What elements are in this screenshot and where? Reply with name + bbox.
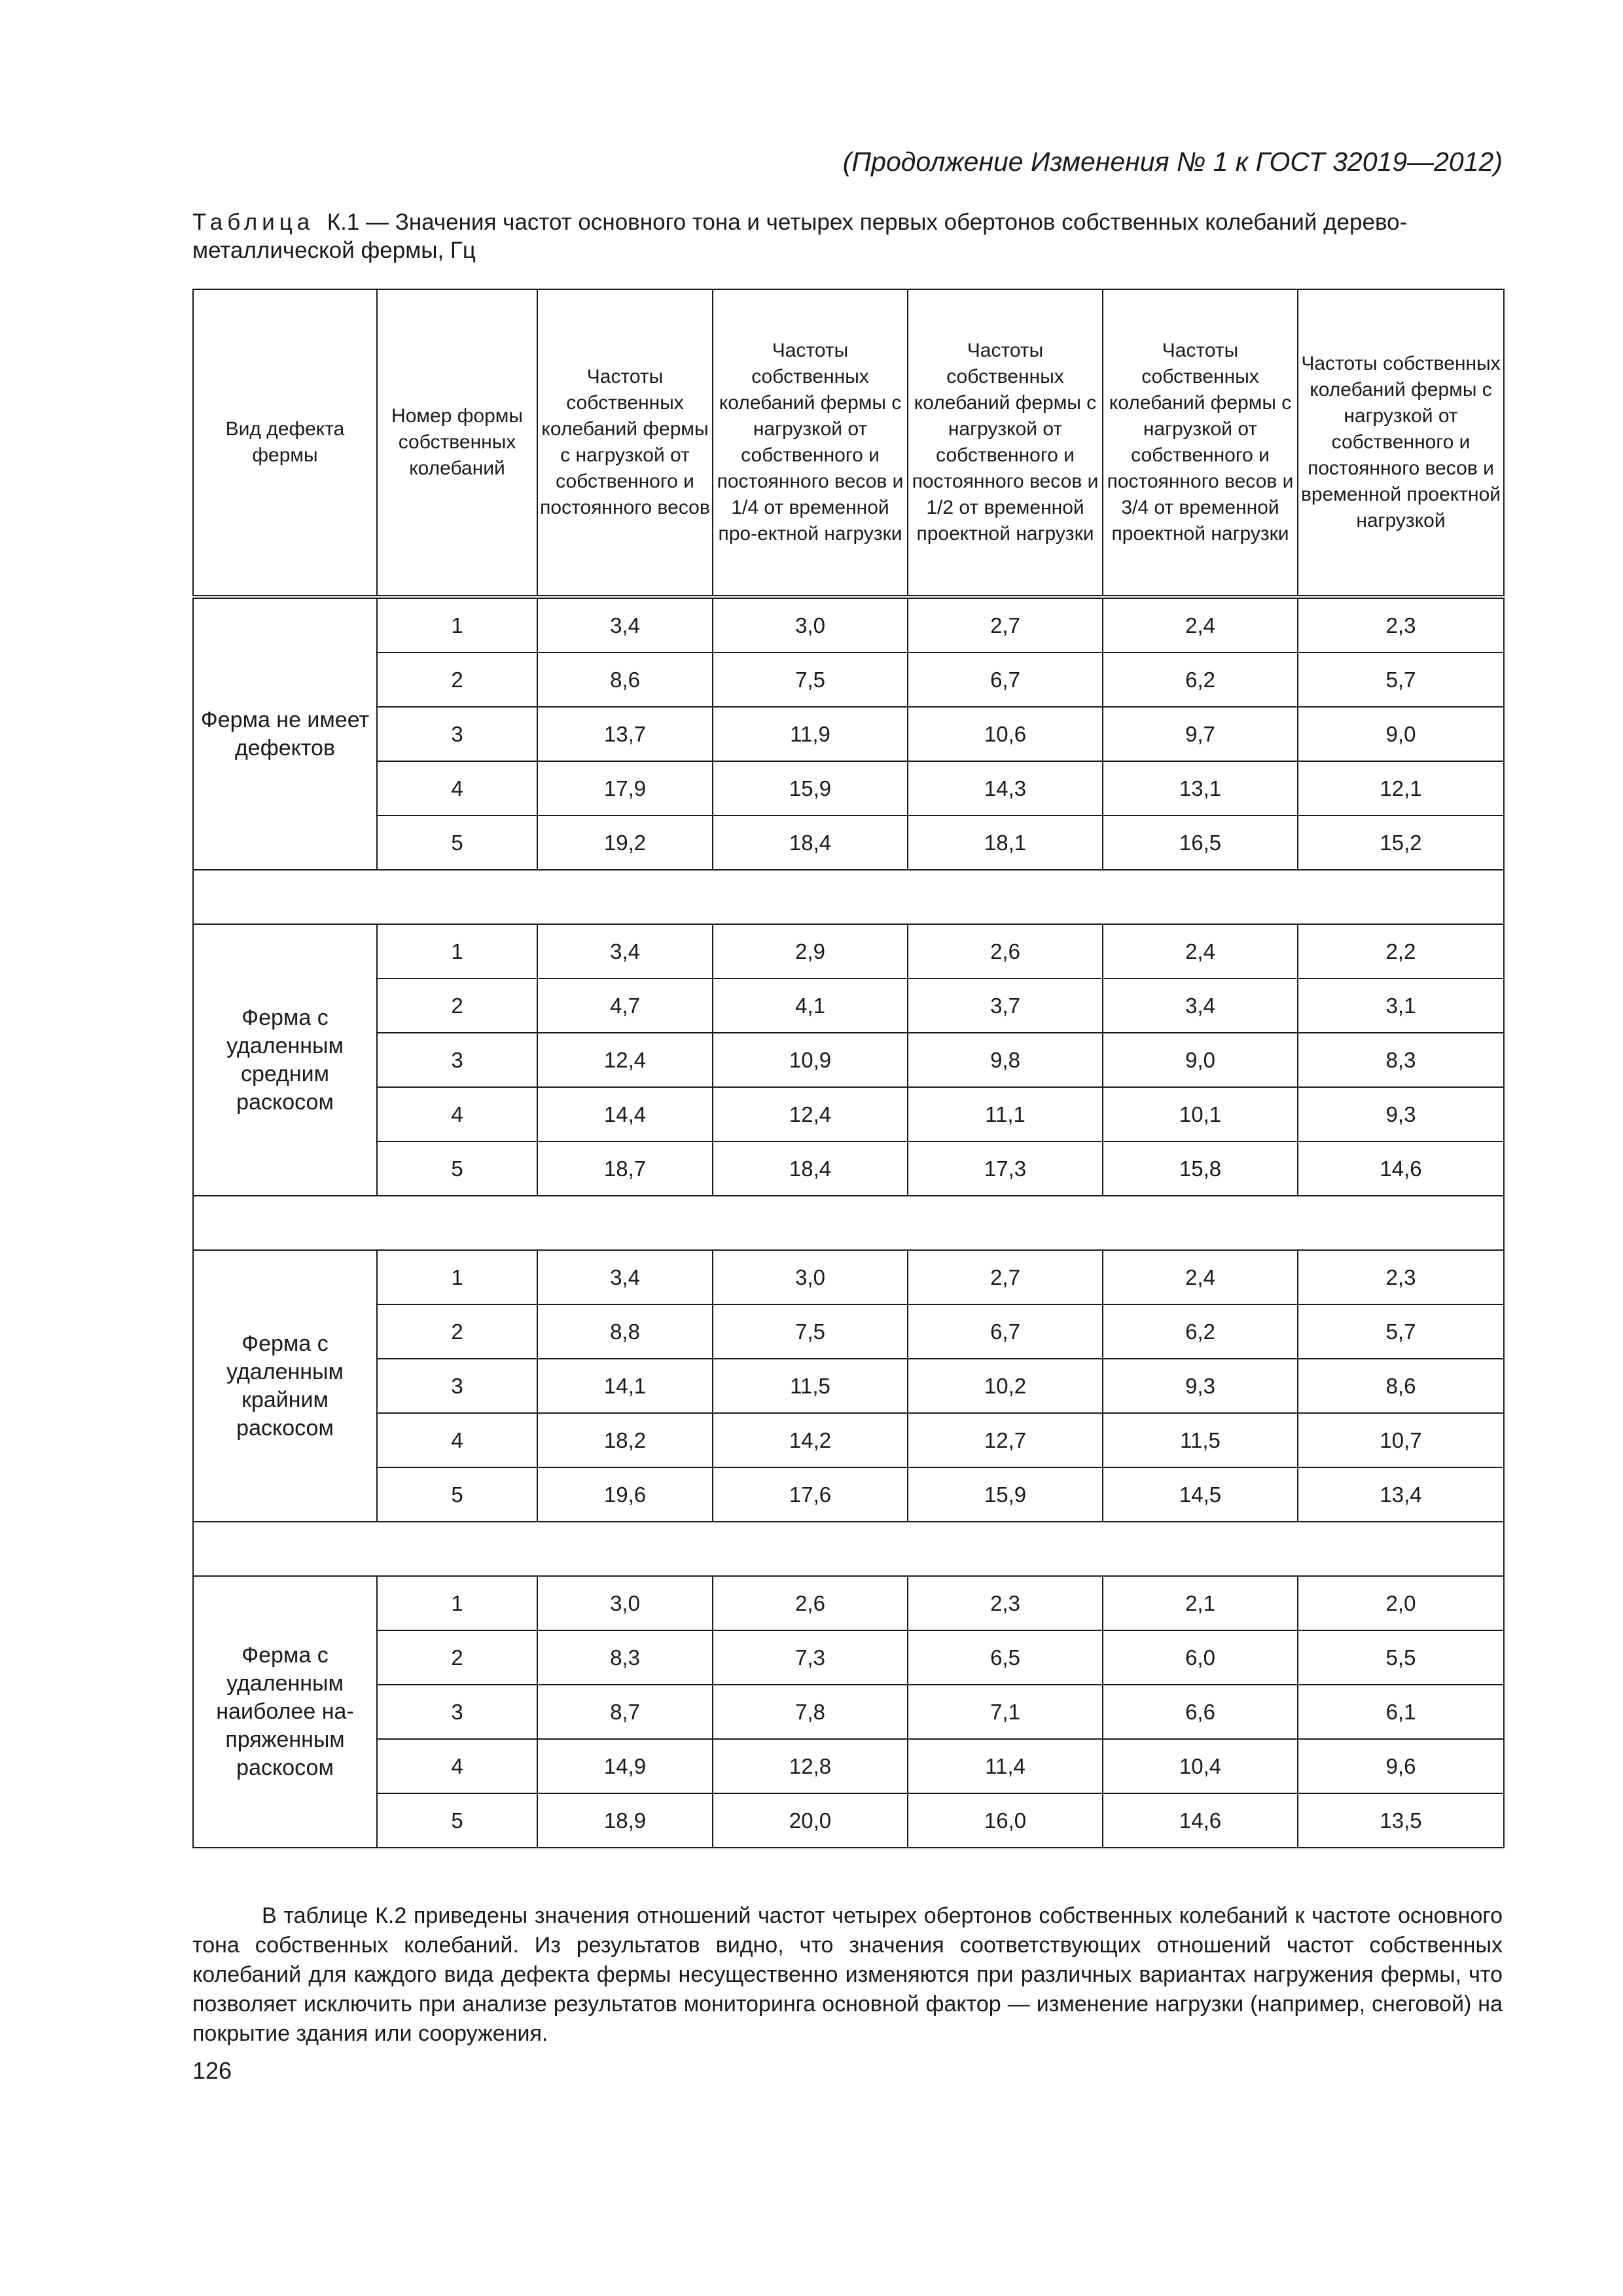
frequency-cell: 9,0 bbox=[1298, 707, 1504, 761]
frequency-cell: 12,8 bbox=[713, 1739, 908, 1793]
frequency-cell: 8,3 bbox=[1298, 1033, 1504, 1087]
frequency-cell: 17,6 bbox=[713, 1467, 908, 1522]
frequency-cell: 18,4 bbox=[713, 1141, 908, 1196]
frequency-cell: 3,7 bbox=[908, 978, 1103, 1033]
frequency-cell: 5,7 bbox=[1298, 653, 1504, 707]
table-row bbox=[193, 1793, 1504, 1848]
frequency-cell: 2,6 bbox=[908, 924, 1103, 978]
frequency-cell: 10,2 bbox=[908, 1359, 1103, 1413]
frequency-cell: 2,7 bbox=[908, 1250, 1103, 1304]
mode-number-cell: 5 bbox=[377, 816, 537, 870]
mode-number-cell: 4 bbox=[377, 1087, 537, 1141]
frequency-cell: 14,2 bbox=[713, 1413, 908, 1467]
frequency-cell: 2,4 bbox=[1103, 1250, 1298, 1304]
frequency-cell: 3,4 bbox=[1103, 978, 1298, 1033]
table-row bbox=[193, 978, 1504, 1033]
frequency-cell: 19,2 bbox=[537, 816, 713, 870]
frequency-cell: 7,3 bbox=[713, 1630, 908, 1685]
table-caption-label: Таблица bbox=[192, 209, 315, 235]
frequency-cell: 20,0 bbox=[713, 1793, 908, 1848]
table-row bbox=[193, 1685, 1504, 1739]
frequency-cell: 4,7 bbox=[537, 978, 713, 1033]
table-row bbox=[193, 1630, 1504, 1685]
frequency-cell: 10,9 bbox=[713, 1033, 908, 1087]
table-caption-text: К.1 — Значения частот основного тона и четырех первых обертонов собственных колебаний дерево-металлической фермы, Гц bbox=[192, 209, 1408, 263]
mode-number-cell: 3 bbox=[377, 1685, 537, 1739]
frequency-cell: 2,9 bbox=[713, 924, 908, 978]
frequency-cell: 6,1 bbox=[1298, 1685, 1504, 1739]
defect-type-cell: Ферма с удаленным наиболее на-пряженным раскосом bbox=[193, 1576, 377, 1848]
col-header-load-0: Частоты собственных колебаний фермы с нагрузкой от собственного и постоянного весов bbox=[537, 289, 713, 597]
frequency-cell: 10,6 bbox=[908, 707, 1103, 761]
frequency-cell: 18,4 bbox=[713, 816, 908, 870]
frequency-cell: 2,0 bbox=[1298, 1576, 1504, 1630]
mode-number-cell: 5 bbox=[377, 1467, 537, 1522]
mode-number-cell: 1 bbox=[377, 597, 537, 653]
group-separator-row bbox=[193, 1522, 1504, 1576]
group-separator-row bbox=[193, 1196, 1504, 1250]
table-caption bbox=[192, 208, 1503, 264]
frequency-cell: 11,4 bbox=[908, 1739, 1103, 1793]
frequency-cell: 11,1 bbox=[908, 1087, 1103, 1141]
frequency-cell: 12,4 bbox=[713, 1087, 908, 1141]
frequency-cell: 2,4 bbox=[1103, 597, 1298, 653]
frequency-cell: 5,7 bbox=[1298, 1304, 1504, 1359]
group-separator-cell bbox=[193, 1522, 1504, 1576]
frequency-cell: 3,0 bbox=[537, 1576, 713, 1630]
col-header-load-half: Частоты собственных колебаний фермы с нагрузкой от собственного и постоянного весов и 1/2 от временной проектной нагрузки bbox=[908, 289, 1103, 597]
frequency-cell: 15,9 bbox=[713, 761, 908, 816]
frequency-cell: 8,6 bbox=[537, 653, 713, 707]
frequency-cell: 4,1 bbox=[713, 978, 908, 1033]
frequency-cell: 3,4 bbox=[537, 1250, 713, 1304]
frequency-cell: 18,2 bbox=[537, 1413, 713, 1467]
frequency-cell: 2,3 bbox=[1298, 1250, 1504, 1304]
mode-number-cell: 5 bbox=[377, 1793, 537, 1848]
table-row bbox=[193, 707, 1504, 761]
col-header-mode: Номер формы собственных колебаний bbox=[377, 289, 537, 597]
frequency-cell: 14,4 bbox=[537, 1087, 713, 1141]
frequency-cell: 9,7 bbox=[1103, 707, 1298, 761]
group-separator-cell bbox=[193, 1196, 1504, 1250]
frequency-cell: 8,8 bbox=[537, 1304, 713, 1359]
defect-type-cell: Ферма с удаленным средним раскосом bbox=[193, 924, 377, 1196]
mode-number-cell: 5 bbox=[377, 1141, 537, 1196]
frequency-cell: 14,6 bbox=[1298, 1141, 1504, 1196]
col-header-defect: Вид дефекта фермы bbox=[193, 289, 377, 597]
table-body bbox=[193, 597, 1504, 1848]
frequency-cell: 11,5 bbox=[713, 1359, 908, 1413]
frequency-cell: 5,5 bbox=[1298, 1630, 1504, 1685]
table-row bbox=[193, 1576, 1504, 1630]
table-row bbox=[193, 924, 1504, 978]
table-header-row bbox=[193, 289, 1504, 597]
table-row bbox=[193, 1033, 1504, 1087]
frequency-cell: 6,6 bbox=[1103, 1685, 1298, 1739]
mode-number-cell: 4 bbox=[377, 761, 537, 816]
frequency-cell: 2,2 bbox=[1298, 924, 1504, 978]
table-row bbox=[193, 1467, 1504, 1522]
frequency-cell: 15,8 bbox=[1103, 1141, 1298, 1196]
mode-number-cell: 4 bbox=[377, 1739, 537, 1793]
table-row bbox=[193, 653, 1504, 707]
mode-number-cell: 4 bbox=[377, 1413, 537, 1467]
frequency-cell: 7,1 bbox=[908, 1685, 1103, 1739]
frequency-cell: 12,4 bbox=[537, 1033, 713, 1087]
frequency-cell: 18,1 bbox=[908, 816, 1103, 870]
frequency-cell: 6,2 bbox=[1103, 1304, 1298, 1359]
table-row bbox=[193, 1413, 1504, 1467]
table-row bbox=[193, 1739, 1504, 1793]
frequency-cell: 14,6 bbox=[1103, 1793, 1298, 1848]
frequency-cell: 10,1 bbox=[1103, 1087, 1298, 1141]
table-row bbox=[193, 1359, 1504, 1413]
frequency-cell: 19,6 bbox=[537, 1467, 713, 1522]
frequency-cell: 16,0 bbox=[908, 1793, 1103, 1848]
frequency-cell: 18,7 bbox=[537, 1141, 713, 1196]
frequency-cell: 8,7 bbox=[537, 1685, 713, 1739]
table-row bbox=[193, 761, 1504, 816]
mode-number-cell: 2 bbox=[377, 653, 537, 707]
frequency-cell: 17,9 bbox=[537, 761, 713, 816]
col-header-load-three-quarter: Частоты собственных колебаний фермы с нагрузкой от собственного и постоянного весов и 3/4 от временной проектной нагрузки bbox=[1103, 289, 1298, 597]
frequency-cell: 12,7 bbox=[908, 1413, 1103, 1467]
frequency-cell: 7,5 bbox=[713, 1304, 908, 1359]
frequency-cell: 6,2 bbox=[1103, 653, 1298, 707]
col-header-load-full: Частоты собственных колебаний фермы с нагрузкой от собственного и постоянного весов и временной проектной нагрузкой bbox=[1298, 289, 1504, 597]
frequency-cell: 9,3 bbox=[1298, 1087, 1504, 1141]
paragraph-text: В таблице К.2 приведены значения отношений частот четырех обертонов собственных колебаний к частоте основного тона собственных колебаний. Из результатов видно, что значения соответствующих отношений частот собственных колебаний для каждого вида дефекта фермы несущественно изменяются при различных вариантах нагружения фермы, что позволяет исключить при анализе результатов мониторинга основной фактор — изменение нагрузки (например, снеговой) на покрытие здания или сооружения. bbox=[192, 1903, 1503, 2046]
frequency-cell: 6,5 bbox=[908, 1630, 1103, 1685]
mode-number-cell: 2 bbox=[377, 1304, 537, 1359]
table-row bbox=[193, 1250, 1504, 1304]
frequency-cell: 2,7 bbox=[908, 597, 1103, 653]
frequency-cell: 13,7 bbox=[537, 707, 713, 761]
group-separator-cell bbox=[193, 870, 1504, 924]
mode-number-cell: 3 bbox=[377, 707, 537, 761]
frequency-cell: 10,4 bbox=[1103, 1739, 1298, 1793]
mode-number-cell: 2 bbox=[377, 1630, 537, 1685]
mode-number-cell: 1 bbox=[377, 1576, 537, 1630]
frequency-cell: 9,6 bbox=[1298, 1739, 1504, 1793]
frequency-cell: 14,9 bbox=[537, 1739, 713, 1793]
frequency-cell: 13,5 bbox=[1298, 1793, 1504, 1848]
frequency-cell: 9,3 bbox=[1103, 1359, 1298, 1413]
table-row bbox=[193, 1304, 1504, 1359]
table-row bbox=[193, 1141, 1504, 1196]
frequency-cell: 2,3 bbox=[1298, 597, 1504, 653]
frequency-cell: 7,8 bbox=[713, 1685, 908, 1739]
frequency-cell: 8,6 bbox=[1298, 1359, 1504, 1413]
frequency-cell: 6,7 bbox=[908, 653, 1103, 707]
frequency-cell: 15,9 bbox=[908, 1467, 1103, 1522]
mode-number-cell: 1 bbox=[377, 924, 537, 978]
frequency-cell: 13,1 bbox=[1103, 761, 1298, 816]
frequency-cell: 14,1 bbox=[537, 1359, 713, 1413]
frequency-cell: 7,5 bbox=[713, 653, 908, 707]
frequency-cell: 6,7 bbox=[908, 1304, 1103, 1359]
frequency-cell: 15,2 bbox=[1298, 816, 1504, 870]
frequency-cell: 2,6 bbox=[713, 1576, 908, 1630]
frequency-cell: 2,3 bbox=[908, 1576, 1103, 1630]
defect-type-cell: Ферма не имеет дефектов bbox=[193, 597, 377, 870]
frequency-cell: 11,9 bbox=[713, 707, 908, 761]
frequency-cell: 14,3 bbox=[908, 761, 1103, 816]
frequency-cell: 17,3 bbox=[908, 1141, 1103, 1196]
frequency-cell: 3,0 bbox=[713, 597, 908, 653]
frequency-cell: 14,5 bbox=[1103, 1467, 1298, 1522]
frequency-table bbox=[192, 289, 1505, 1848]
frequency-cell: 3,4 bbox=[537, 597, 713, 653]
frequency-cell: 3,4 bbox=[537, 924, 713, 978]
frequency-cell: 3,1 bbox=[1298, 978, 1504, 1033]
table-row bbox=[193, 597, 1504, 653]
frequency-cell: 13,4 bbox=[1298, 1467, 1504, 1522]
frequency-cell: 6,0 bbox=[1103, 1630, 1298, 1685]
body-paragraph bbox=[192, 1901, 1503, 2049]
table-row bbox=[193, 816, 1504, 870]
frequency-cell: 16,5 bbox=[1103, 816, 1298, 870]
frequency-cell: 3,0 bbox=[713, 1250, 908, 1304]
frequency-cell: 8,3 bbox=[537, 1630, 713, 1685]
frequency-cell: 2,4 bbox=[1103, 924, 1298, 978]
frequency-cell: 9,8 bbox=[908, 1033, 1103, 1087]
frequency-cell: 18,9 bbox=[537, 1793, 713, 1848]
frequency-cell: 2,1 bbox=[1103, 1576, 1298, 1630]
frequency-cell: 10,7 bbox=[1298, 1413, 1504, 1467]
mode-number-cell: 2 bbox=[377, 978, 537, 1033]
frequency-cell: 9,0 bbox=[1103, 1033, 1298, 1087]
page-number: 126 bbox=[192, 2057, 232, 2084]
group-separator-row bbox=[193, 870, 1504, 924]
frequency-cell: 11,5 bbox=[1103, 1413, 1298, 1467]
mode-number-cell: 1 bbox=[377, 1250, 537, 1304]
running-header: (Продолжение Изменения № 1 к ГОСТ 32019—2012) bbox=[842, 147, 1503, 177]
table-row bbox=[193, 1087, 1504, 1141]
mode-number-cell: 3 bbox=[377, 1033, 537, 1087]
mode-number-cell: 3 bbox=[377, 1359, 537, 1413]
frequency-cell: 12,1 bbox=[1298, 761, 1504, 816]
col-header-load-quarter: Частоты собственных колебаний фермы с нагрузкой от собственного и постоянного весов и 1/4 от временной про-ектной нагрузки bbox=[713, 289, 908, 597]
defect-type-cell: Ферма с удаленным крайним раскосом bbox=[193, 1250, 377, 1522]
